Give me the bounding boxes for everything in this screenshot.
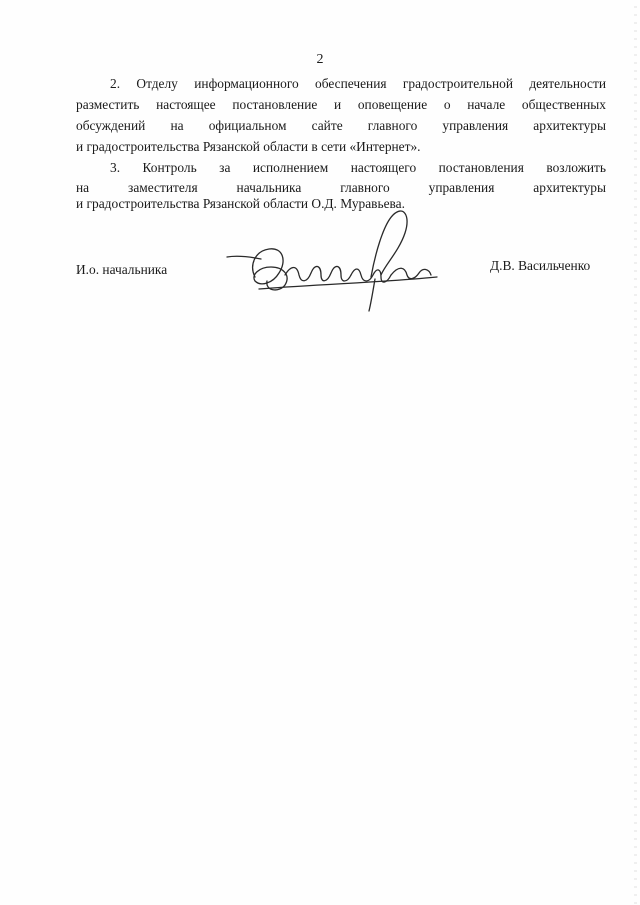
signer-name: Д.В. Васильченко	[490, 258, 591, 273]
scan-edge-artifact	[634, 0, 637, 905]
signer-position-title: И.о. начальника	[76, 262, 168, 277]
paragraph-2-line-4: и градостроительства Рязанской области в сети «Интернет».	[76, 139, 421, 154]
paragraph-3-line-3: и градостроительства Рязанской области О.Д. Муравьева.	[76, 196, 405, 211]
paragraph-3-line-1: 3. Контроль за исполнением настоящего постановления возложить	[110, 160, 606, 175]
page-number: 2	[316, 52, 324, 67]
paragraph-2-line-1: 2. Отделу информационного обеспечения градостроительной деятельности	[110, 76, 606, 91]
paragraph-2-line-3: обсуждений на официальном сайте главного управления архитектуры	[76, 118, 606, 133]
paragraph-3-line-2: на заместителя начальника главного управления архитектуры	[76, 180, 606, 195]
paragraph-2-line-2: разместить настоящее постановление и оповещение о начале общественных	[76, 97, 606, 112]
handwritten-signature	[225, 205, 445, 315]
